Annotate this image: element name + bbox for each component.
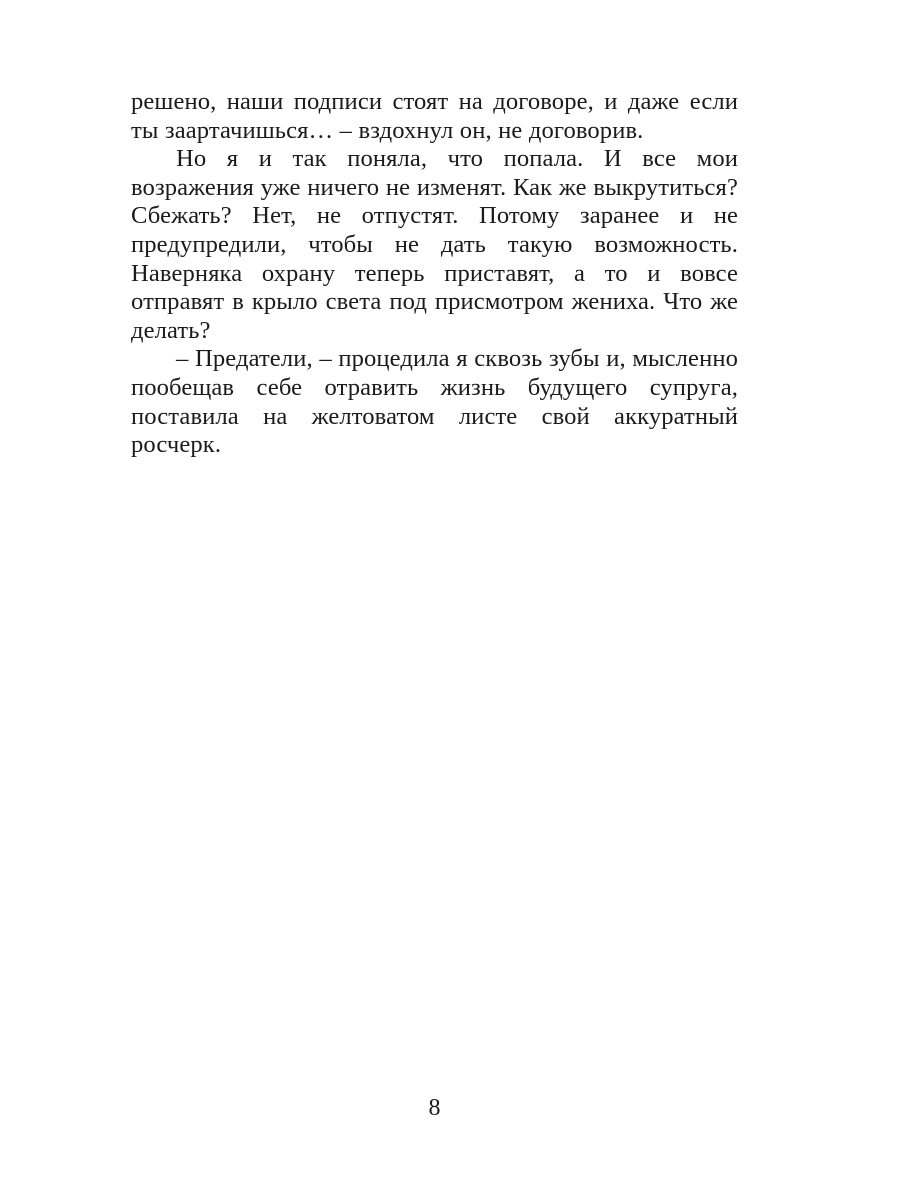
page-text-block [131,88,738,460]
paragraph: – Предатели, – процедила я сквозь зубы и, мысленно пообещав себе отравить жизнь будущего супруга, поставила на желтоватом листе свой аккуратный росчерк. [131,345,738,459]
paragraph: решено, наши подписи стоят на договоре, и даже если ты заартачишься… – вздохнул он, не договорив. [131,88,738,144]
page-number: 8 [428,1095,441,1121]
paragraph: Но я и так поняла, что попала. И все мои возражения уже ничего не изменят. Как же выкрутиться? Сбежать? Нет, не отпустят. Потому заранее и не предупредили, чтобы не дать такую возможность. Наверняка охрану теперь приставят, а то и вовсе отправят в крыло света под присмотром жениха. Что же делать? [131,145,738,344]
